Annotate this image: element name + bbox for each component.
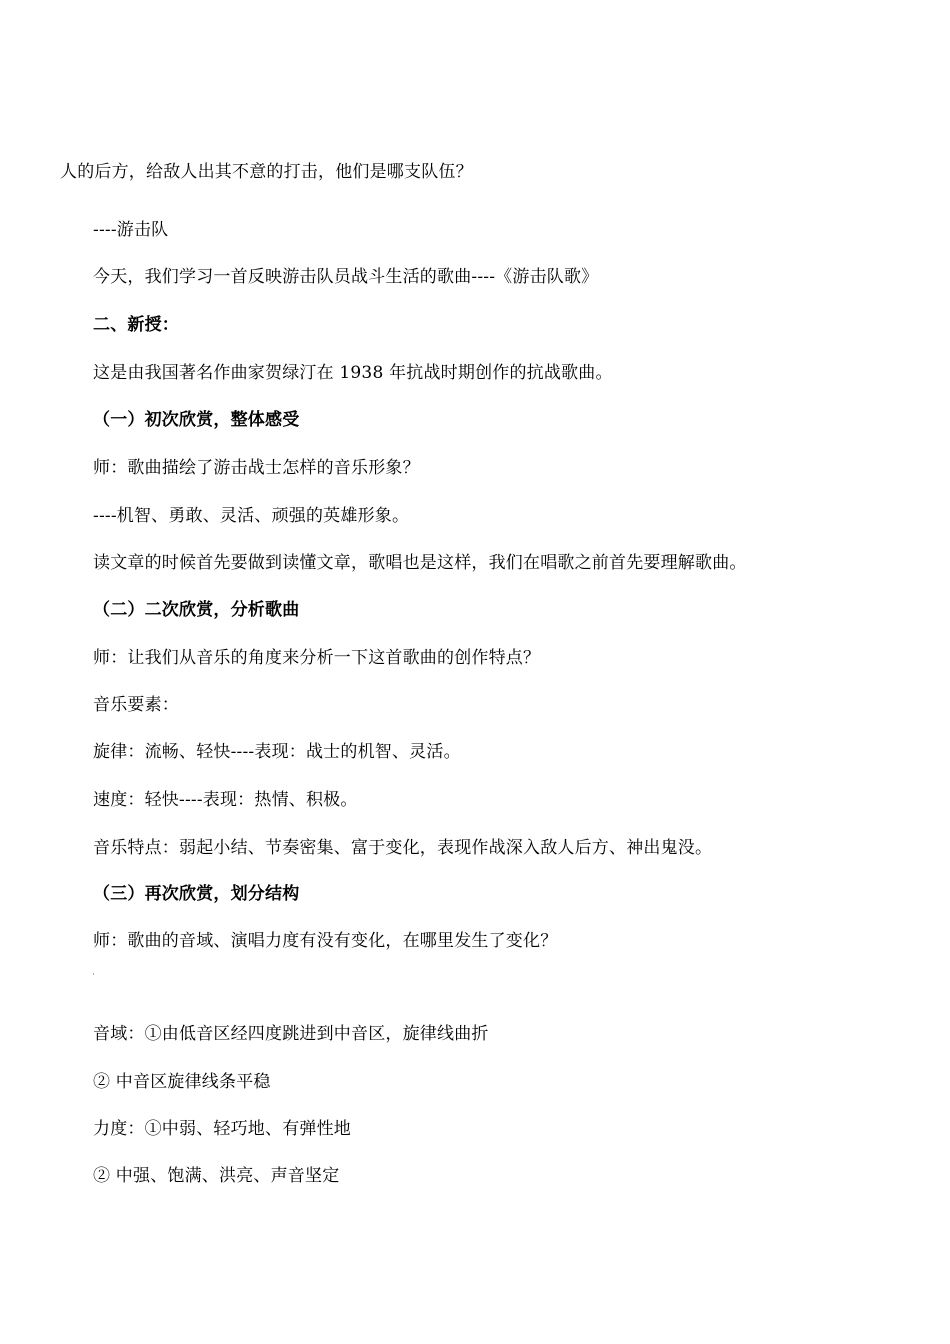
text-line-intro-song: 今天，我们学习一首反映游击队员战斗生活的歌曲----《游击队歌》 — [93, 267, 599, 287]
text-line-composer: 这是由我国著名作曲家贺绿汀在 1938 年抗战时期创作的抗战歌曲。 — [93, 363, 613, 383]
text-line-tempo: 速度：轻快----表现：热情、积极。 — [93, 790, 358, 810]
subsection-heading-second: （二）二次欣赏，分析歌曲 — [93, 600, 300, 620]
section-heading-new-lesson: 二、新授： — [93, 315, 179, 335]
text-line-range-1: 音域：①由低音区经四度跳进到中音区，旋律线曲折 — [93, 1024, 489, 1044]
subsection-heading-third: （三）再次欣赏，划分结构 — [93, 884, 300, 904]
subsection-heading-first: （一）初次欣赏，整体感受 — [93, 410, 300, 430]
text-line-teacher-question-1: 师：歌曲描绘了游击战士怎样的音乐形象？ — [93, 458, 420, 478]
text-line-teacher-question-3: 师：歌曲的音域、演唱力度有没有变化，在哪里发生了变化？ — [93, 931, 558, 951]
text-line-melody: 旋律：流畅、轻快----表现：战士的机智、灵活。 — [93, 742, 461, 762]
text-line-continuation: 人的后方，给敌人出其不意的打击，他们是哪支队伍？ — [60, 162, 473, 182]
text-line-music-features: 音乐特点：弱起小结、节奏密集、富于变化，表现作战深入敌人后方、神出鬼没。 — [93, 838, 713, 858]
text-line-music-elements: 音乐要素： — [93, 695, 179, 715]
text-line-answer-guerrilla: ----游击队 — [93, 220, 169, 240]
text-line-reading-analogy: 读文章的时候首先要做到读懂文章，歌唱也是这样，我们在唱歌之前首先要理解歌曲。 — [93, 553, 747, 573]
text-line-dynamics-1: 力度：①中弱、轻巧地、有弹性地 — [93, 1119, 351, 1139]
text-line-range-2: ② 中音区旋律线条平稳 — [93, 1072, 271, 1092]
text-line-answer-image: ----机智、勇敢、灵活、顽强的英雄形象。 — [93, 506, 410, 526]
stray-mark — [93, 973, 94, 975]
text-line-dynamics-2: ② 中强、饱满、洪亮、声音坚定 — [93, 1166, 340, 1186]
text-line-teacher-question-2: 师：让我们从音乐的角度来分析一下这首歌曲的创作特点？ — [93, 648, 541, 668]
